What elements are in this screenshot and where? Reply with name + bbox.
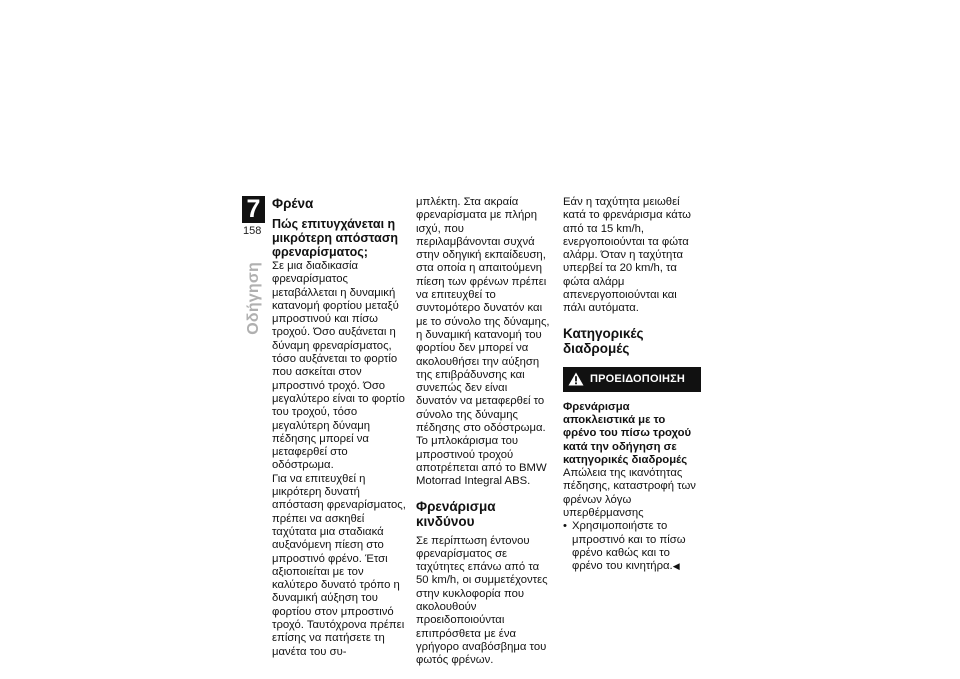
warning-label: ΠΡΟΕΙΔΟΠΟΙΗΣΗ <box>590 372 686 385</box>
paragraph: μπλέκτη. Στα ακραία φρεναρίσματα με πλήρη ισχύ, που περιλαμβάνονται συχνά στην οδηγική εκπαίδευση, στα οποία η απαιτούμενη πίεση των φρένων πρέπει να επιτευχθεί το συντομότερο δυνατόν και με το σύνολο της δύναμης, η δυναμική κατανομή του φορτίου δεν μπορεί να ακολουθήσει την αύξηση της επιβράδυνσης και συνεπώς δεν είναι δυνατόν να μεταφερθεί το σύνολο της δύναμης πέδησης στο οδόστρωμα. <box>416 196 550 435</box>
end-of-section-icon: ◀ <box>672 561 680 572</box>
page-number: 158 <box>243 225 262 237</box>
warning-text: Απώλεια της ικανότητας πέδησης, καταστροφή των φρένων λόγω υπερθέρμανσης <box>563 467 696 520</box>
paragraph: Σε περίπτωση έντονου φρεναρίσματος σε ταχύτητες επάνω από τα 50 km/h, οι συμμετέχοντες στην κυκλοφορία που ακολουθούν προειδοποιούνται επιπρόσθετα με ένα γρήγορο αναβόσβημα του φωτός φρένων. <box>416 534 548 667</box>
paragraph: Το μπλοκάρισμα του μπροστινού τροχού αποτρέπεται από το BMW Motorrad Integral ABS. <box>416 435 547 488</box>
bullet-text: Χρησιμοποιήστε το μπροστινό και το πίσω φρένο καθώς και το φρένο του κινητήρα. <box>572 520 686 573</box>
bullet-symbol: • <box>563 520 567 533</box>
chapter-sidebar <box>242 195 265 335</box>
chapter-title-wrap <box>242 262 265 402</box>
subheading-shortest-stopping: Πώς επιτυγχάνεται η μικρότερη απόσταση φρεναρίσματος; <box>272 217 399 259</box>
text-column-2 <box>416 196 551 668</box>
warning-title: Φρενάρισμα αποκλειστικά με το φρένο του πίσω τροχού κατά την οδήγηση σε κατηγορικές διαδρομές <box>563 400 692 466</box>
paragraph: Σε μια διαδικασία φρεναρίσματος μεταβάλλεται η δυναμική κατανομή φορτίου μεταξύ μπροστινού και πίσω τροχού. Όσο αυξάνεται η δύναμη φρεναρίσματος, τόσο αυξάνεται το φορτίο που ασκείται στον μπροστινό τροχό. Όσο μεγαλύτερο είναι το φορτίο του τροχού, τόσο μεγαλύτερη δύναμη πέδησης μπορεί να μεταφερθεί στο οδόστρωμα. <box>272 260 405 472</box>
paragraph: Για να επιτευχθεί η μικρότερη δυνατή απόσταση φρεναρίσματος, πρέπει να ασκηθεί ταχύτατα μια σταδιακά αυξανόμενη πίεση στο μπροστινό φρένο. Έτσι αξιοποιείται με τον καλύτερο δυνατό τρόπο η δυναμική αύξηση του φορτίου στον μπροστινό τροχό. Ταυτόχρονα πρέπει επίσης να πατήσετε τη μανέτα του συ- <box>272 472 406 658</box>
bullet-text-wrap <box>572 520 701 573</box>
warning-banner <box>563 367 701 392</box>
text-column-3 <box>563 196 701 574</box>
section-heading-brakes: Φρένα <box>272 196 314 211</box>
chapter-number-badge: 7 <box>242 196 265 223</box>
list-item <box>563 520 701 573</box>
section-heading-emergency-braking: Φρενάρισμα κινδύνου <box>416 498 496 529</box>
warning-triangle-icon <box>568 372 584 386</box>
text-column-1 <box>272 196 407 659</box>
paragraph: Εάν η ταχύτητα μειωθεί κατά το φρενάρισμα κάτω από τα 15 km/h, ενεργοποιούνται τα φώτα αλάρμ. Όταν η ταχύτητα υπερβεί τα 20 km/h, τα φώτα αλάρμ απενεργοποιούνται και πάλι αυτόματα. <box>563 196 691 315</box>
chapter-title: Οδήγηση <box>244 262 262 335</box>
section-heading-downhill-routes: Κατηγορικές διαδρομές <box>563 325 644 356</box>
